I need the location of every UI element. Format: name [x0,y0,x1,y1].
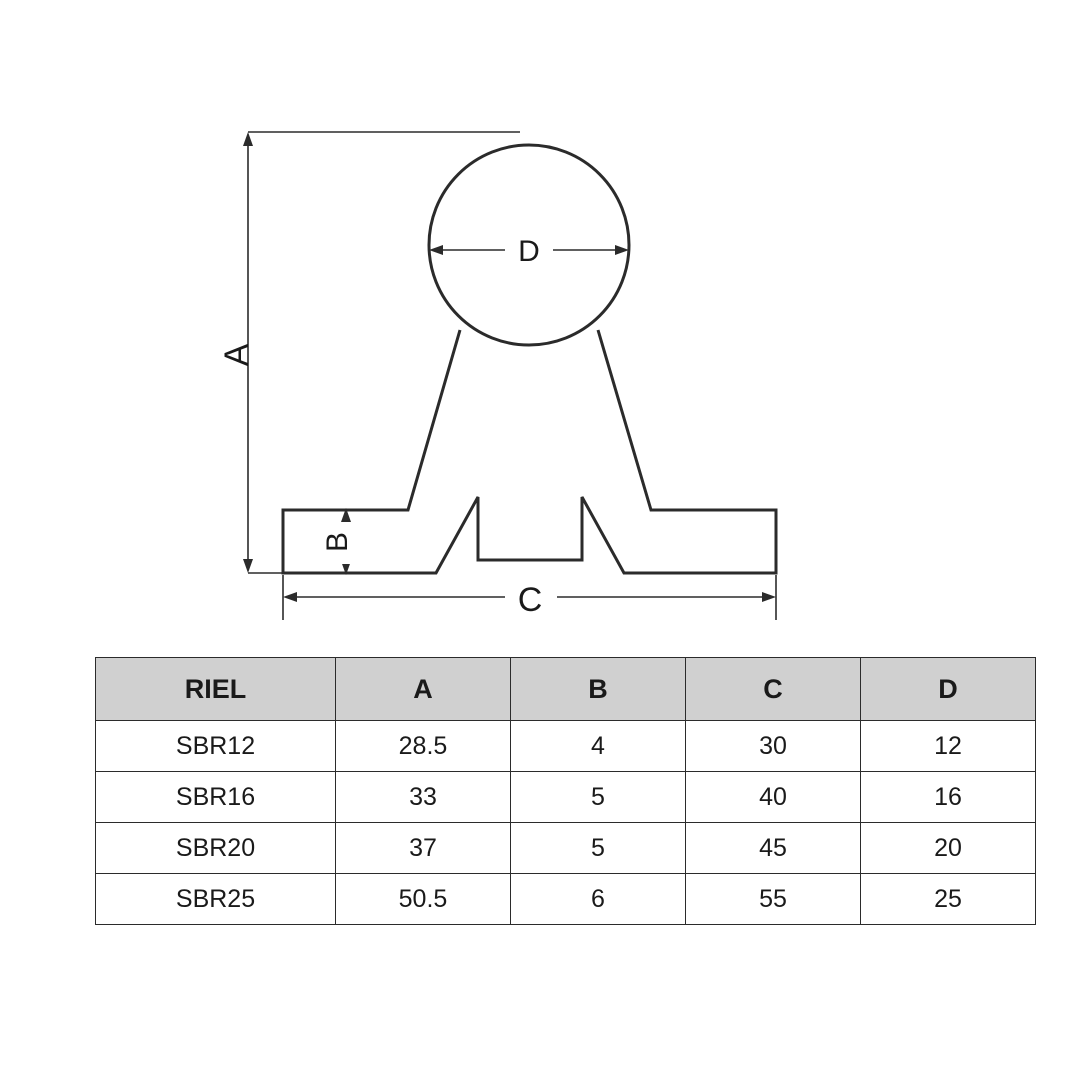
cell-c: 45 [686,823,861,874]
dimension-d-label: D [518,235,540,268]
cell-d: 20 [861,823,1036,874]
cell-b: 5 [511,772,686,823]
cell-d: 12 [861,721,1036,772]
cell-b: 6 [511,874,686,925]
table-body [96,721,1036,925]
dimension-c-label: C [517,581,543,619]
cell-riel: SBR16 [96,772,336,823]
cell-riel: SBR12 [96,721,336,772]
dim-c-arrow-right [762,592,776,602]
dim-d-arrow-right [615,245,629,255]
cell-d: 16 [861,772,1036,823]
cell-a: 28.5 [336,721,511,772]
cell-a: 50.5 [336,874,511,925]
cell-c: 40 [686,772,861,823]
cell-riel: SBR25 [96,874,336,925]
cell-c: 30 [686,721,861,772]
specification-table-wrapper [95,657,995,925]
cell-b: 5 [511,823,686,874]
cell-b: 4 [511,721,686,772]
dimension-a-label: A [218,343,256,367]
column-header-b: B [511,658,686,721]
dim-a-arrow-bottom [243,559,253,573]
cell-riel: SBR20 [96,823,336,874]
dimension-b-label: B [321,531,354,553]
table-row [96,721,1036,772]
table-header-row [96,658,1036,721]
cell-a: 33 [336,772,511,823]
column-header-riel: RIEL [96,658,336,721]
table-header [96,658,1036,721]
rail-profile-outline [283,145,776,573]
specification-table [95,657,1036,925]
column-header-a: A [336,658,511,721]
dim-c-arrow-left [283,592,297,602]
cell-a: 37 [336,823,511,874]
dim-a-arrow-top [243,132,253,146]
column-header-c: C [686,658,861,721]
table-row [96,823,1036,874]
cell-d: 25 [861,874,1036,925]
cell-c: 55 [686,874,861,925]
dim-d-arrow-left [429,245,443,255]
table-row [96,874,1036,925]
table-row [96,772,1036,823]
column-header-d: D [861,658,1036,721]
